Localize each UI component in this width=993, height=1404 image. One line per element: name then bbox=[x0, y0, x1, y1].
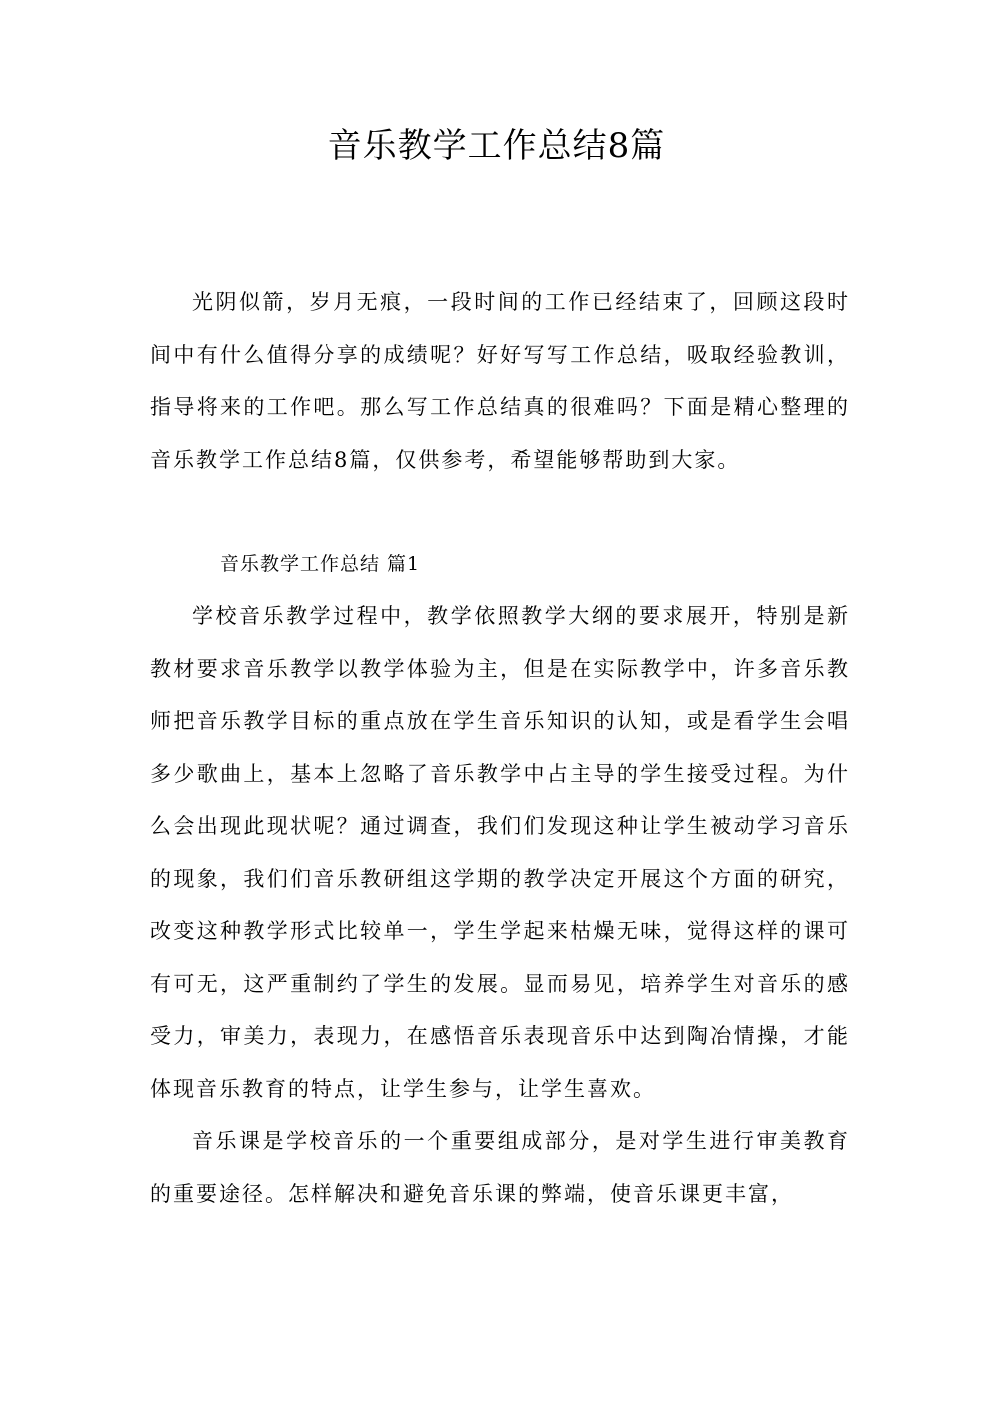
document-title: 音乐教学工作总结8篇 bbox=[327, 126, 666, 166]
section-heading: 音乐教学工作总结 篇1 bbox=[220, 553, 421, 575]
section-paragraph-1: 学校音乐教学过程中，教学依照教学大纲的要求展开，特别是新教材要求音乐教学以教学体验为主，但是在实际教学中，许多音乐教师把音乐教学目标的重点放在学生音乐知识的认知，或是看学生会唱多少歌曲上，基本上忽略了音乐教学中占主导的学生接受过程。为什么会出现此现状呢？通过调查，我们们发现这种让学生被动学习音乐的现象，我们们音乐教研组这学期的教学决定开展这个方面的研究，改变这种教学形式比较单一，学生学起来枯燥无味，觉得这样的课可有可无，这严重制约了学生的发展。显而易见，培养学生对音乐的感受力，审美力，表现力，在感悟音乐表现音乐中达到陶冶情操，才能体现音乐教育的特点，让学生参与，让学生喜欢。 bbox=[150, 604, 850, 1101]
intro-block bbox=[150, 276, 850, 486]
section-paragraph-2: 音乐课是学校音乐的一个重要组成部分，是对学生进行审美教育的重要途径。怎样解决和避免音乐课的弊端，使音乐课更丰富， bbox=[150, 1129, 850, 1206]
section-1 bbox=[150, 538, 850, 1220]
intro-paragraph: 光阴似箭，岁月无痕，一段时间的工作已经结束了，回顾这段时间中有什么值得分享的成绩呢？好好写写工作总结，吸取经验教训，指导将来的工作吧。那么写工作总结真的很难吗？下面是精心整理的音乐教学工作总结8篇，仅供参考，希望能够帮助到大家。 bbox=[150, 290, 850, 472]
